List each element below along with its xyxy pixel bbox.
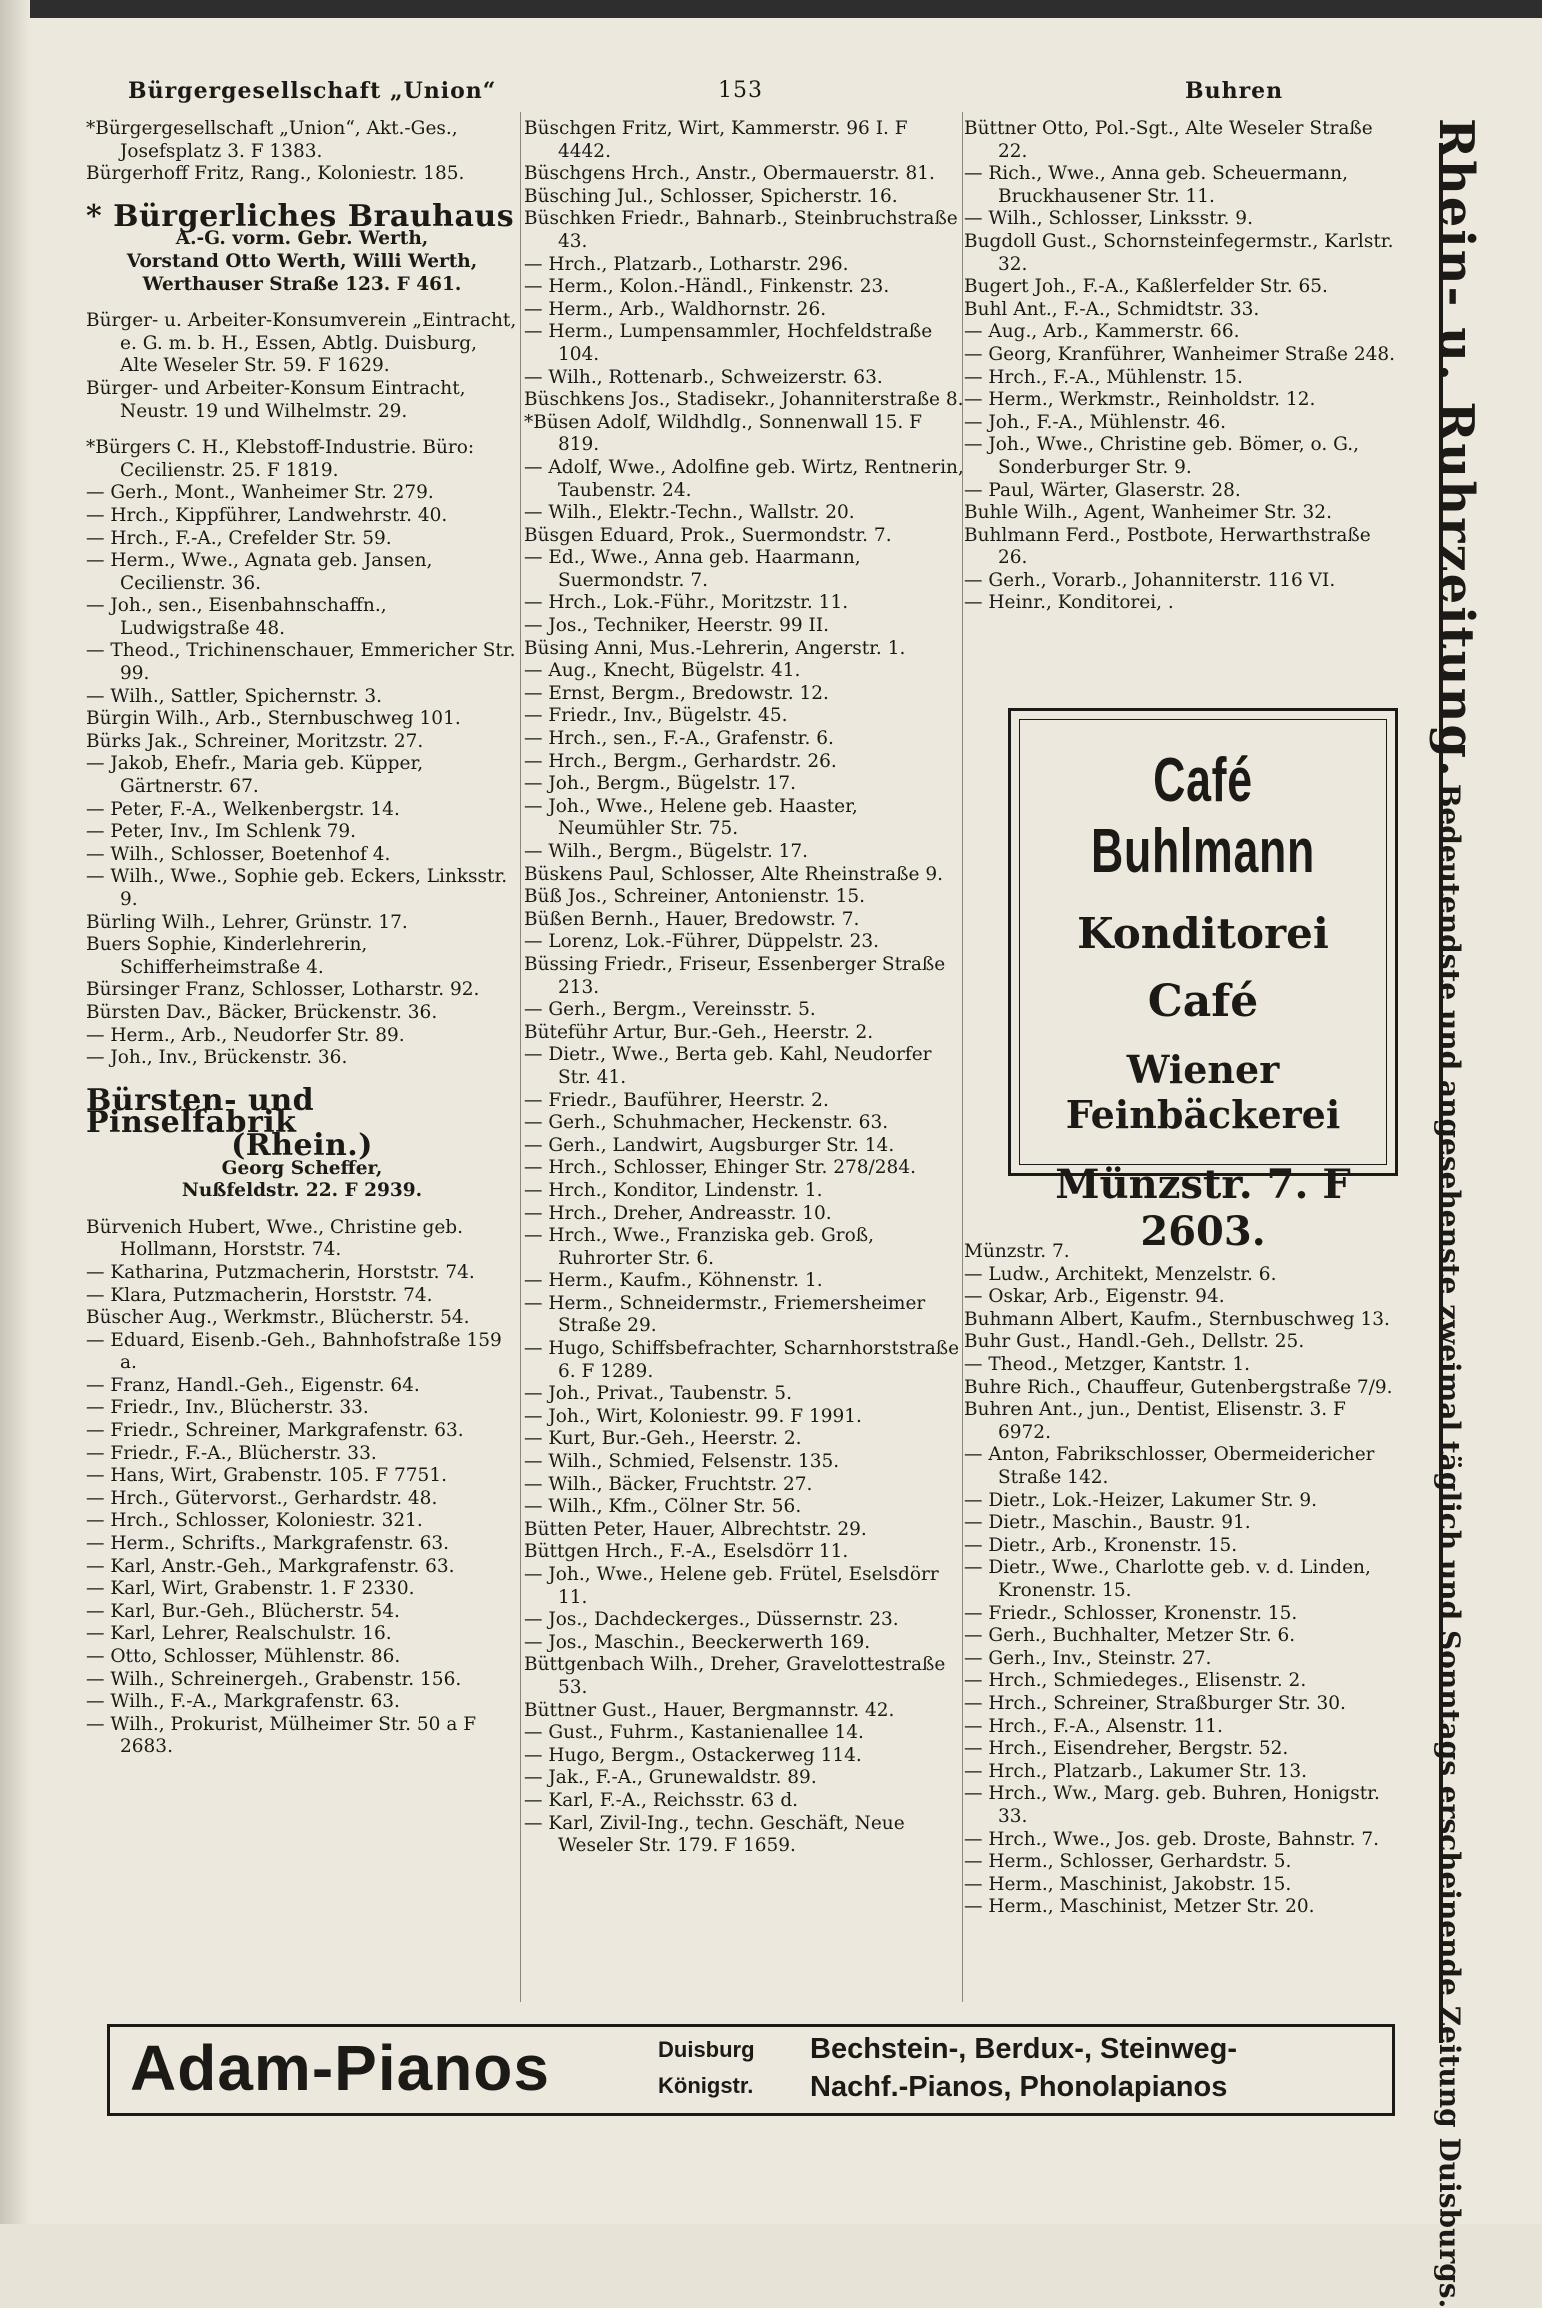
cafe-line-feinbaeckerei: Wiener Feinbäckerei <box>1065 1047 1341 1137</box>
directory-entry: — Oskar, Arb., Eigenstr. 94. <box>964 1286 1225 1308</box>
directory-entry: — Hrch., Schreiner, Straßburger Str. 30. <box>964 1692 1346 1714</box>
ad-buergerliches-brauhaus <box>86 198 518 296</box>
directory-entry: — Klara, Putzmacherin, Horststr. 74. <box>86 1284 433 1306</box>
directory-entry: — Paul, Wärter, Glaserstr. 28. <box>964 479 1241 501</box>
directory-entry: — Friedr., Inv., Bügelstr. 45. <box>524 705 788 727</box>
directory-entry: — Herm., Werkmstr., Reinholdstr. 12. <box>964 389 1316 411</box>
directory-entry: — Hrch., Konditor, Lindenstr. 1. <box>524 1179 823 1201</box>
directory-entry: — Hugo, Schiffsbefrachter, Scharnhorststraße 6. F 1289. <box>524 1338 960 1382</box>
directory-column-1 <box>86 118 518 1759</box>
entry-group <box>86 437 518 1070</box>
directory-entry: Münzstr. 7. <box>964 1241 1070 1263</box>
directory-entry: — Dietr., Arb., Kronenstr. 15. <box>964 1534 1238 1556</box>
directory-entry: — Joh., Wwe., Helene geb. Haaster, Neumühler Str. 75. <box>524 795 858 840</box>
directory-entry: — Gerh., Inv., Steinstr. 27. <box>964 1647 1212 1669</box>
directory-entry: Büschgens Hrch., Anstr., Obermauerstr. 81. <box>524 163 935 185</box>
directory-entry: — Peter, F.-A., Welkenbergstr. 14. <box>86 798 400 820</box>
directory-entry: — Wilh., Rottenarb., Schweizerstr. 63. <box>524 366 883 388</box>
directory-entry: *Bürgergesellschaft „Union“, Akt.-Ges., Josefsplatz 3. F 1383. <box>86 118 458 162</box>
directory-entry: Buhren Ant., jun., Dentist, Elisenstr. 3. F 6972. <box>964 1399 1346 1443</box>
sidebar-advert <box>1428 118 1534 2308</box>
directory-entry: — Herm., Arb., Waldhornstr. 26. <box>524 298 827 320</box>
directory-entry: Bürger- und Arbeiter-Konsum Eintracht, Neustr. 19 und Wilhelmstr. 29. <box>86 377 466 422</box>
directory-entry: Büsgen Eduard, Prok., Suermondstr. 7. <box>524 524 892 546</box>
ad-adam-pianos <box>107 2024 1395 2116</box>
directory-entry: Bürks Jak., Schreiner, Moritzstr. 27. <box>86 730 424 752</box>
directory-entry: — Hugo, Bergm., Ostackerweg 114. <box>524 1744 862 1766</box>
directory-entry: — Karl, Zivil-Ing., techn. Geschäft, Neue Weseler Str. 179. F 1659. <box>524 1812 905 1857</box>
sidebar-title: Rhein- u. Ruhrzeitung. <box>1428 118 1484 779</box>
cafe-title: Café Buhlmann <box>1090 746 1315 886</box>
directory-entry: — Wilh., Prokurist, Mülheimer Str. 50 a F 2683. <box>86 1713 477 1758</box>
directory-entry: — Gust., Fuhrm., Kastanienallee 14. <box>524 1722 864 1744</box>
entry-group <box>964 118 1404 615</box>
cafe-line-konditorei: Konditorei <box>1077 909 1329 958</box>
directory-entry: — Friedr., Bauführer, Heerstr. 2. <box>524 1089 829 1111</box>
directory-entry: Büttner Gust., Hauer, Bergmannstr. 42. <box>524 1699 895 1721</box>
running-header-right: Buhren <box>1185 78 1284 104</box>
directory-entry: — Jakob, Ehefr., Maria geb. Küpper, Gärtnerstr. 67. <box>86 753 424 798</box>
directory-entry: — Joh., Wwe., Christine geb. Bömer, o. G., Sonderburger Str. 9. <box>964 434 1359 478</box>
directory-entry: — Franz, Handl.-Geh., Eigenstr. 64. <box>86 1374 420 1396</box>
directory-entry: Büssing Friedr., Friseur, Essenberger Straße 213. <box>524 953 946 998</box>
ad-line: Nußfeldstr. 22. F 2939. <box>181 1180 423 1202</box>
directory-entry: — Jak., F.-A., Grunewaldstr. 89. <box>524 1767 817 1789</box>
directory-entry: — Hrch., F.-A., Alsenstr. 11. <box>964 1715 1223 1737</box>
ad-buersten-fabrik <box>86 1082 518 1203</box>
directory-entry: Buers Sophie, Kinderlehrerin, Schifferheimstraße 4. <box>86 934 368 978</box>
directory-entry: — Joh., Wwe., Helene geb. Frütel, Eselsdörr 11. <box>524 1564 939 1608</box>
directory-entry: — Eduard, Eisenb.-Geh., Bahnhofstraße 159 a. <box>86 1329 502 1374</box>
directory-entry: — Wilh., Sattler, Spichernstr. 3. <box>86 685 383 707</box>
adam-line-1: Bechstein-, Berdux-, Steinweg- <box>810 2033 1238 2065</box>
directory-entry: — Kurt, Bur.-Geh., Heerstr. 2. <box>524 1428 802 1450</box>
adam-brand: Adam-Pianos <box>130 2032 550 2104</box>
directory-entry: — Wilh., Kfm., Cölner Str. 56. <box>524 1496 802 1518</box>
cafe-address: Münzstr. 7. F 2603. <box>1055 1161 1351 1255</box>
ad-title: * Bürgerliches Brauhaus <box>86 198 515 234</box>
entry-group <box>86 1217 518 1759</box>
directory-entry: — Friedr., Inv., Blücherstr. 33. <box>86 1397 369 1419</box>
directory-entry: — Gerh., Bergm., Vereinsstr. 5. <box>524 999 816 1021</box>
directory-entry: — Joh., F.-A., Mühlenstr. 46. <box>964 411 1227 433</box>
directory-entry: Büß Jos., Schreiner, Antonienstr. 15. <box>524 886 865 908</box>
adam-line-2: Nachf.-Pianos, Phonolapianos <box>810 2071 1228 2103</box>
directory-entry: — Katharina, Putzmacherin, Horststr. 74. <box>86 1261 475 1283</box>
directory-entry: — Heinr., Konditorei, . <box>964 592 1174 614</box>
directory-entry: — Karl, F.-A., Reichsstr. 63 d. <box>524 1789 799 1811</box>
ad-line: Werthauser Straße 123. F 461. <box>142 273 462 295</box>
directory-entry: — Wilh., Bäcker, Fruchtstr. 27. <box>524 1473 813 1495</box>
directory-entry: — Hrch., F.-A., Mühlenstr. 15. <box>964 366 1243 388</box>
directory-entry: Büteführ Artur, Bur.-Geh., Heerstr. 2. <box>524 1021 874 1043</box>
directory-entry: — Georg, Kranführer, Wanheimer Straße 248. <box>964 343 1396 365</box>
directory-entry: Buhlmann Ferd., Postbote, Herwarthstraße 26. <box>964 524 1371 569</box>
directory-entry: — Lorenz, Lok.-Führer, Düppelstr. 23. <box>524 931 880 953</box>
directory-entry: Büscher Aug., Werkmstr., Blücherstr. 54. <box>86 1307 470 1329</box>
directory-entry: — Jos., Maschin., Beeckerwerth 169. <box>524 1631 871 1653</box>
directory-entry: Buhmann Albert, Kaufm., Sternbuschweg 13. <box>964 1308 1390 1330</box>
directory-entry: — Ed., Wwe., Anna geb. Haarmann, Suermondstr. 7. <box>524 547 861 591</box>
directory-entry: — Hans, Wirt, Grabenstr. 105. F 7751. <box>86 1465 447 1487</box>
directory-entry: Büttgenbach Wilh., Dreher, Gravelottestraße 53. <box>524 1654 946 1698</box>
directory-column-2 <box>524 118 966 1858</box>
directory-entry: — Rich., Wwe., Anna geb. Scheuermann, Bruckhausener Str. 11. <box>964 163 1348 207</box>
directory-entry: — Herm., Arb., Neudorfer Str. 89. <box>86 1024 405 1046</box>
directory-entry: — Wilh., Elektr.-Techn., Wallstr. 20. <box>524 502 855 524</box>
directory-entry: — Theod., Trichinenschauer, Emmericher Str. 99. <box>86 640 516 685</box>
page-number: 153 <box>718 78 763 103</box>
directory-entry: — Hrch., sen., F.-A., Grafenstr. 6. <box>524 728 834 750</box>
directory-entry: — Hrch., Platzarb., Lakumer Str. 13. <box>964 1760 1307 1782</box>
directory-entry: — Anton, Fabrikschlosser, Obermeidericher Straße 142. <box>964 1444 1375 1488</box>
directory-entry: Büttgen Hrch., F.-A., Eselsdörr 11. <box>524 1541 849 1563</box>
directory-entry: — Friedr., F.-A., Blücherstr. 33. <box>86 1442 377 1464</box>
directory-entry: — Herm., Lumpensammler, Hochfeldstraße 104. <box>524 321 933 365</box>
directory-entry: — Wilh., Schreinergeh., Grabenstr. 156. <box>86 1668 462 1690</box>
directory-entry: — Herm., Kaufm., Köhnenstr. 1. <box>524 1270 823 1292</box>
directory-entry: Bugert Joh., F.-A., Kaßlerfelder Str. 65. <box>964 276 1328 298</box>
directory-entry: — Hrch., Lok.-Führ., Moritzstr. 11. <box>524 592 849 614</box>
directory-entry: Büsing Anni, Mus.-Lehrerin, Angerstr. 1. <box>524 637 906 659</box>
directory-entry: — Dietr., Wwe., Berta geb. Kahl, Neudorfer Str. 41. <box>524 1044 932 1088</box>
directory-entry: — Jos., Techniker, Heerstr. 99 II. <box>524 615 830 637</box>
directory-entry: Büttner Otto, Pol.-Sgt., Alte Weseler Straße 22. <box>964 118 1373 162</box>
directory-entry: — Dietr., Maschin., Baustr. 91. <box>964 1512 1251 1534</box>
ad-title: Bürsten- und Pinselfabrik <box>86 1082 315 1141</box>
directory-entry: — Gerh., Schuhmacher, Heckenstr. 63. <box>524 1112 889 1134</box>
directory-entry: — Hrch., Bergm., Gerhardstr. 26. <box>524 750 837 772</box>
directory-entry: — Dietr., Lok.-Heizer, Lakumer Str. 9. <box>964 1489 1317 1511</box>
ad-line: Georg Scheffer, <box>221 1157 383 1179</box>
directory-entry: — Karl, Anstr.-Geh., Markgrafenstr. 63. <box>86 1555 455 1577</box>
directory-entry: Buhl Ant., F.-A., Schmidtstr. 33. <box>964 298 1260 320</box>
directory-entry: — Herm., Maschinist, Metzer Str. 20. <box>964 1896 1315 1918</box>
directory-entry: — Ernst, Bergm., Bredowstr. 12. <box>524 682 829 704</box>
directory-entry: Buhle Wilh., Agent, Wanheimer Str. 32. <box>964 502 1332 524</box>
directory-entry: — Wilh., Schmied, Felsenstr. 135. <box>524 1451 840 1473</box>
ad-cafe-buhlmann <box>1008 708 1398 1255</box>
directory-entry: — Adolf, Wwe., Adolfine geb. Wirtz, Rentnerin, Taubenstr. 24. <box>524 456 964 501</box>
directory-entry: — Friedr., Schlosser, Kronenstr. 15. <box>964 1602 1298 1624</box>
directory-entry: Büsching Jul., Schlosser, Spicherstr. 16. <box>524 185 898 207</box>
directory-entry: — Aug., Arb., Kammerstr. 66. <box>964 321 1240 343</box>
entry-group <box>964 1241 1404 1919</box>
directory-entry: — Wilh., Schlosser, Boetenhof 4. <box>86 843 391 865</box>
directory-entry: — Wilh., F.-A., Markgrafenstr. 63. <box>86 1691 400 1713</box>
directory-entry: Bürgin Wilh., Arb., Sternbuschweg 101. <box>86 708 461 730</box>
column-divider-1 <box>520 112 521 2002</box>
directory-entry: — Hrch., F.-A., Crefelder Str. 59. <box>86 527 392 549</box>
directory-entry: — Gerh., Buchhalter, Metzer Str. 6. <box>964 1625 1296 1647</box>
directory-entry: — Otto, Schlosser, Mühlenstr. 86. <box>86 1646 401 1667</box>
directory-entry: Büschkens Jos., Stadisekr., Johanniterstraße 8. <box>524 389 964 411</box>
directory-entry: — Hrch., Dreher, Andreasstr. 10. <box>524 1202 832 1224</box>
adam-street: Königstr. <box>658 2073 754 2098</box>
directory-entry: — Herm., Kolon.-Händl., Finkenstr. 23. <box>524 276 890 298</box>
directory-entry: — Aug., Knecht, Bügelstr. 41. <box>524 660 801 682</box>
directory-entry: — Joh., Wirt, Koloniestr. 99. F 1991. <box>524 1405 862 1427</box>
directory-entry: — Gerh., Vorarb., Johanniterstr. 116 VI. <box>964 569 1336 591</box>
directory-entry: — Wilh., Bergm., Bügelstr. 17. <box>524 841 809 862</box>
directory-entry: Bürgerhoff Fritz, Rang., Koloniestr. 185. <box>86 163 465 185</box>
directory-entry: — Hrch., Ww., Marg. geb. Buhren, Honigstr. 33. <box>964 1783 1380 1827</box>
directory-entry: — Wilh., Wwe., Sophie geb. Eckers, Linksstr. 9. <box>86 866 508 910</box>
directory-entry: — Ludw., Architekt, Menzelstr. 6. <box>964 1263 1277 1285</box>
directory-entry: *Bürgers C. H., Klebstoff-Industrie. Büro: Cecilienstr. 25. F 1819. <box>86 437 475 481</box>
directory-entry: Bürger- u. Arbeiter-Konsumverein „Eintracht, e. G. m. b. H., Essen, Abtlg. Duisburg, Alte Weseler Str. 59. F 1629. <box>86 310 517 377</box>
directory-entry: — Gerh., Landwirt, Augsburger Str. 14. <box>524 1134 895 1156</box>
directory-entry: Büßen Bernh., Hauer, Bredowstr. 7. <box>524 908 860 930</box>
directory-entry: Büskens Paul, Schlosser, Alte Rheinstraße 9. <box>524 863 944 885</box>
directory-entry: — Herm., Wwe., Agnata geb. Jansen, Cecilienstr. 36. <box>86 550 433 594</box>
ad-line: A.-G. vorm. Gebr. Werth, <box>175 228 429 250</box>
directory-entry: — Karl, Wirt, Grabenstr. 1. F 2330. <box>86 1578 415 1600</box>
sidebar-subtitle: Bedeutendste und angesehenste zweimal täglich und Sonntags erscheinende Zeitung Duisburgs. <box>1433 783 1466 2308</box>
entry-group <box>524 118 966 1858</box>
directory-entry: Bürvenich Hubert, Wwe., Christine geb. Hollmann, Horststr. 74. <box>86 1216 463 1261</box>
directory-entry: — Hrch., Platzarb., Lotharstr. 296. <box>524 253 849 275</box>
directory-entry: — Dietr., Wwe., Charlotte geb. v. d. Linden, Kronenstr. 15. <box>964 1557 1371 1601</box>
directory-entry: Buhre Rich., Chauffeur, Gutenbergstraße 7/9. <box>964 1376 1393 1398</box>
directory-entry: — Hrch., Eisendreher, Bergstr. 52. <box>964 1738 1289 1760</box>
directory-entry: — Theod., Metzger, Kantstr. 1. <box>964 1354 1250 1376</box>
directory-entry: — Hrch., Schlosser, Ehinger Str. 278/284. <box>524 1157 916 1179</box>
directory-entry: — Hrch., Kippführer, Landwehrstr. 40. <box>86 504 448 526</box>
entry-group <box>86 310 518 423</box>
running-header-left: Bürgergesellschaft „Union“ <box>128 78 497 104</box>
directory-entry: *Büsen Adolf, Wildhdlg., Sonnenwall 15. F 819. <box>524 411 922 456</box>
directory-entry: — Hrch., Wwe., Jos. geb. Droste, Bahnstr. 7. <box>964 1828 1379 1850</box>
directory-entry: — Peter, Inv., Im Schlenk 79. <box>86 821 356 843</box>
directory-entry: — Hrch., Schmiedeges., Elisenstr. 2. <box>964 1670 1307 1692</box>
entry-group <box>86 118 518 186</box>
sidebar-text <box>1428 118 1484 2308</box>
directory-entry: Buhr Gust., Handl.-Geh., Dellstr. 25. <box>964 1331 1305 1353</box>
directory-entry: Büschken Friedr., Bahnarb., Steinbruchstraße 43. <box>524 208 958 252</box>
directory-entry: — Hrch., Schlosser, Koloniestr. 321. <box>86 1510 423 1532</box>
directory-entry: — Friedr., Schreiner, Markgrafenstr. 63. <box>86 1420 464 1442</box>
directory-entry: — Jos., Dachdeckerges., Düssernstr. 23. <box>524 1609 899 1631</box>
directory-entry: Büschgen Fritz, Wirt, Kammerstr. 96 I. F 4442. <box>524 118 908 162</box>
ad-subtitle: (Rhein.) <box>231 1127 373 1163</box>
directory-entry: — Hrch., Wwe., Franziska geb. Groß, Ruhrorter Str. 6. <box>524 1225 875 1269</box>
directory-entry: — Herm., Schrifts., Markgrafenstr. 63. <box>86 1533 449 1555</box>
ad-line: Vorstand Otto Werth, Willi Werth, <box>126 250 478 272</box>
directory-entry: — Joh., Bergm., Bügelstr. 17. <box>524 773 797 795</box>
directory-entry: — Joh., Privat., Taubenstr. 5. <box>524 1383 792 1405</box>
directory-entry: — Joh., Inv., Brückenstr. 36. <box>86 1047 348 1069</box>
directory-entry: — Herm., Schlosser, Gerhardstr. 5. <box>964 1851 1292 1873</box>
directory-entry: — Wilh., Schlosser, Linksstr. 9. <box>964 208 1253 230</box>
directory-entry: — Herm., Schneidermstr., Friemersheimer Straße 29. <box>524 1292 926 1337</box>
directory-entry: Bürling Wilh., Lehrer, Grünstr. 17. <box>86 911 408 933</box>
directory-entry: — Karl, Bur.-Geh., Blücherstr. 54. <box>86 1600 400 1622</box>
scan-top-border <box>0 0 1542 18</box>
adam-city: Duisburg <box>658 2037 755 2062</box>
directory-entry: Bugdoll Gust., Schornsteinfegermstr., Karlstr. 32. <box>964 230 1394 275</box>
directory-entry: — Herm., Maschinist, Jakobstr. 15. <box>964 1873 1292 1895</box>
directory-entry: — Karl, Lehrer, Realschulstr. 16. <box>86 1623 392 1645</box>
directory-entry: — Hrch., Gütervorst., Gerhardstr. 48. <box>86 1487 438 1509</box>
directory-entry: Bütten Peter, Hauer, Albrechtstr. 29. <box>524 1518 867 1540</box>
directory-entry: — Gerh., Mont., Wanheimer Str. 279. <box>86 482 434 504</box>
directory-entry: Bürsinger Franz, Schlosser, Lotharstr. 92. <box>86 979 480 1001</box>
directory-entry: Bürsten Dav., Bäcker, Brückenstr. 36. <box>86 1001 438 1023</box>
directory-entry: — Joh., sen., Eisenbahnschaffn., Ludwigstraße 48. <box>86 595 387 639</box>
scan-left-shade <box>0 0 30 2224</box>
cafe-line-cafe: Café <box>1147 976 1259 1027</box>
